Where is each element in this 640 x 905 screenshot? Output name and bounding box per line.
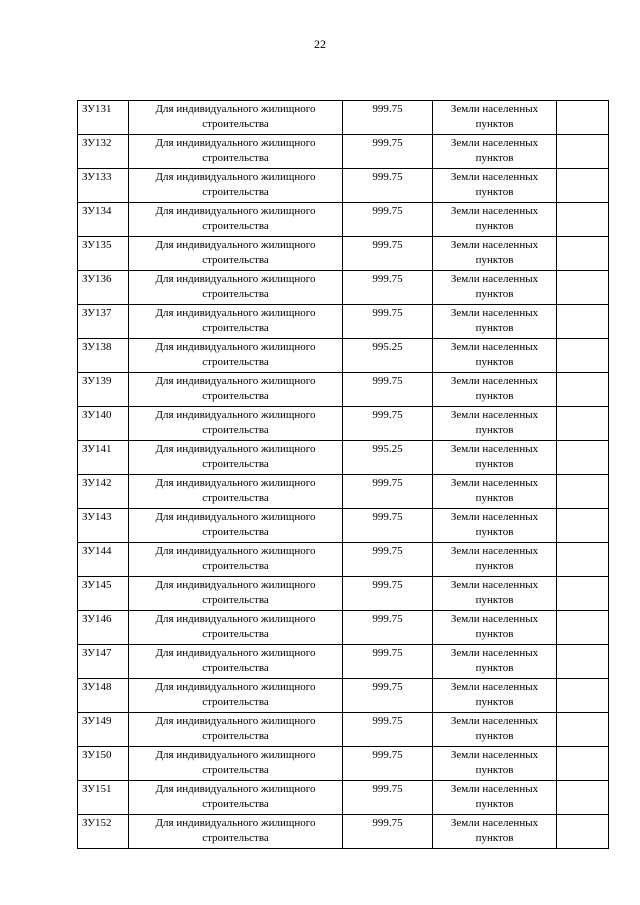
land-category-cell [433,169,557,203]
purpose-text-line2: строительства [202,186,269,198]
plot-id-cell [78,339,129,373]
purpose-cell [129,271,343,305]
area-cell [343,339,433,373]
category-text-line1: Земли населенных [450,579,539,591]
purpose-text-line1: Для индивидуального жилищного [155,681,316,693]
area-value: 999.75 [372,239,403,251]
area-cell [343,135,433,169]
plot-id: ЗУ139 [82,375,112,387]
plot-id-cell [78,305,129,339]
land-category-cell [433,781,557,815]
plot-id-cell [78,101,129,135]
area-cell [343,679,433,713]
purpose-cell [129,781,343,815]
plot-id: ЗУ151 [82,783,112,795]
empty-cell [557,577,609,611]
category-text-line2: пунктов [475,628,514,640]
plot-id: ЗУ131 [82,103,112,115]
area-value: 999.75 [372,171,403,183]
area-value: 999.75 [372,137,403,149]
category-text-line2: пунктов [475,764,514,776]
purpose-text-line2: строительства [202,492,269,504]
area-cell [343,373,433,407]
purpose-cell [129,577,343,611]
area-value: 999.75 [372,375,403,387]
area-cell [343,169,433,203]
category-text-line1: Земли населенных [450,103,539,115]
empty-cell [557,373,609,407]
category-text-line1: Земли населенных [450,817,539,829]
table-row [78,815,609,849]
table-row [78,475,609,509]
table-row [78,339,609,373]
category-text-line2: пунктов [475,662,514,674]
empty-cell [557,611,609,645]
area-value: 999.75 [372,749,403,761]
land-category-cell [433,305,557,339]
land-category-cell [433,543,557,577]
plot-id: ЗУ144 [82,545,112,557]
purpose-text-line1: Для индивидуального жилищного [155,749,316,761]
purpose-cell [129,611,343,645]
table-row [78,679,609,713]
purpose-text-line1: Для индивидуального жилищного [155,613,316,625]
plot-id: ЗУ133 [82,171,112,183]
area-value: 999.75 [372,273,403,285]
purpose-cell [129,441,343,475]
purpose-text-line2: строительства [202,764,269,776]
category-text-line2: пунктов [475,696,514,708]
area-cell [343,815,433,849]
plot-id-cell [78,509,129,543]
table-row [78,373,609,407]
purpose-text-line2: строительства [202,390,269,402]
purpose-text-line2: строительства [202,798,269,810]
table-row [78,135,609,169]
purpose-text-line1: Для индивидуального жилищного [155,647,316,659]
area-value: 999.75 [372,817,403,829]
purpose-cell [129,747,343,781]
purpose-text-line1: Для индивидуального жилищного [155,783,316,795]
purpose-text-line1: Для индивидуального жилищного [155,273,316,285]
table-row [78,203,609,237]
purpose-cell [129,373,343,407]
empty-cell [557,101,609,135]
category-text-line2: пунктов [475,322,514,334]
plot-id-cell [78,237,129,271]
area-cell [343,271,433,305]
empty-cell [557,407,609,441]
area-cell [343,509,433,543]
plot-id: ЗУ141 [82,443,112,455]
purpose-cell [129,339,343,373]
land-category-cell [433,747,557,781]
category-text-line1: Земли населенных [450,205,539,217]
purpose-cell [129,169,343,203]
purpose-text-line2: строительства [202,356,269,368]
plot-id: ЗУ147 [82,647,112,659]
area-cell [343,407,433,441]
empty-cell [557,441,609,475]
purpose-cell [129,305,343,339]
plot-id: ЗУ143 [82,511,112,523]
area-value: 999.75 [372,205,403,217]
table-row [78,407,609,441]
purpose-text-line1: Для индивидуального жилищного [155,239,316,251]
table-row [78,271,609,305]
purpose-text-line2: строительства [202,288,269,300]
land-category-cell [433,577,557,611]
plot-id-cell [78,169,129,203]
category-text-line2: пунктов [475,356,514,368]
purpose-text-line1: Для индивидуального жилищного [155,171,316,183]
land-category-cell [433,509,557,543]
purpose-text-line1: Для индивидуального жилищного [155,103,316,115]
table-row [78,645,609,679]
plot-id: ЗУ142 [82,477,112,489]
plot-id: ЗУ136 [82,273,112,285]
purpose-text-line1: Для индивидуального жилищного [155,409,316,421]
purpose-text-line2: строительства [202,832,269,844]
plot-id-cell [78,645,129,679]
plot-id: ЗУ132 [82,137,112,149]
table-row [78,305,609,339]
purpose-text-line1: Для индивидуального жилищного [155,443,316,455]
category-text-line1: Земли населенных [450,681,539,693]
empty-cell [557,135,609,169]
category-text-line1: Земли населенных [450,409,539,421]
category-text-line1: Земли населенных [450,137,539,149]
purpose-text-line2: строительства [202,560,269,572]
table-row [78,611,609,645]
table-row [78,543,609,577]
purpose-text-line2: строительства [202,696,269,708]
purpose-text-line1: Для индивидуального жилищного [155,307,316,319]
plot-id: ЗУ138 [82,341,112,353]
area-value: 999.75 [372,647,403,659]
land-category-cell [433,679,557,713]
land-category-cell [433,237,557,271]
purpose-text-line2: строительства [202,322,269,334]
category-text-line1: Земли населенных [450,171,539,183]
category-text-line2: пунктов [475,118,514,130]
empty-cell [557,475,609,509]
purpose-cell [129,679,343,713]
area-value: 995.25 [372,443,403,455]
area-cell [343,611,433,645]
category-text-line1: Земли населенных [450,307,539,319]
empty-cell [557,169,609,203]
empty-cell [557,645,609,679]
plot-id-cell [78,373,129,407]
land-category-cell [433,135,557,169]
land-category-cell [433,339,557,373]
empty-cell [557,679,609,713]
category-text-line2: пунктов [475,288,514,300]
area-cell [343,747,433,781]
category-text-line1: Земли населенных [450,613,539,625]
plot-id-cell [78,611,129,645]
plot-id-cell [78,475,129,509]
table-row [78,101,609,135]
empty-cell [557,203,609,237]
empty-cell [557,543,609,577]
land-category-cell [433,713,557,747]
area-value: 999.75 [372,409,403,421]
purpose-text-line1: Для индивидуального жилищного [155,137,316,149]
category-text-line1: Земли населенных [450,511,539,523]
area-value: 999.75 [372,681,403,693]
area-cell [343,237,433,271]
category-text-line1: Земли населенных [450,715,539,727]
plot-id-cell [78,271,129,305]
plot-id: ЗУ134 [82,205,112,217]
table-row [78,169,609,203]
category-text-line1: Земли населенных [450,239,539,251]
purpose-text-line2: строительства [202,424,269,436]
purpose-text-line1: Для индивидуального жилищного [155,375,316,387]
purpose-cell [129,101,343,135]
purpose-cell [129,237,343,271]
purpose-text-line2: строительства [202,628,269,640]
table-row [78,577,609,611]
category-text-line1: Земли населенных [450,443,539,455]
purpose-text-line2: строительства [202,254,269,266]
table-body [78,101,609,849]
category-text-line2: пунктов [475,526,514,538]
purpose-text-line2: строительства [202,526,269,538]
land-category-cell [433,645,557,679]
category-text-line1: Земли населенных [450,477,539,489]
area-value: 999.75 [372,545,403,557]
table-row [78,713,609,747]
plot-id: ЗУ145 [82,579,112,591]
plot-id-cell [78,781,129,815]
category-text-line1: Земли населенных [450,341,539,353]
area-cell [343,203,433,237]
category-text-line2: пунктов [475,730,514,742]
plot-id-cell [78,747,129,781]
plot-id-cell [78,713,129,747]
land-plots-table [77,100,609,849]
land-category-cell [433,441,557,475]
plot-id-cell [78,407,129,441]
category-text-line2: пунктов [475,186,514,198]
plot-id-cell [78,577,129,611]
purpose-text-line2: строительства [202,118,269,130]
purpose-text-line2: строительства [202,662,269,674]
category-text-line1: Земли населенных [450,783,539,795]
area-cell [343,101,433,135]
area-cell [343,781,433,815]
plot-id: ЗУ149 [82,715,112,727]
purpose-text-line1: Для индивидуального жилищного [155,817,316,829]
category-text-line1: Земли населенных [450,375,539,387]
category-text-line2: пунктов [475,458,514,470]
plot-id-cell [78,679,129,713]
purpose-text-line2: строительства [202,730,269,742]
purpose-text-line1: Для индивидуального жилищного [155,477,316,489]
table-row [78,237,609,271]
purpose-text-line2: строительства [202,220,269,232]
empty-cell [557,237,609,271]
empty-cell [557,339,609,373]
purpose-text-line2: строительства [202,152,269,164]
category-text-line2: пунктов [475,492,514,504]
land-category-cell [433,203,557,237]
land-category-cell [433,815,557,849]
area-value: 995.25 [372,341,403,353]
purpose-text-line1: Для индивидуального жилищного [155,579,316,591]
purpose-text-line2: строительства [202,594,269,606]
plot-id: ЗУ148 [82,681,112,693]
purpose-text-line1: Для индивидуального жилищного [155,341,316,353]
area-cell [343,713,433,747]
area-cell [343,475,433,509]
empty-cell [557,781,609,815]
empty-cell [557,509,609,543]
category-text-line2: пунктов [475,152,514,164]
empty-cell [557,713,609,747]
plot-id: ЗУ146 [82,613,112,625]
area-cell [343,543,433,577]
area-cell [343,577,433,611]
area-value: 999.75 [372,103,403,115]
category-text-line2: пунктов [475,254,514,266]
plot-id-cell [78,441,129,475]
table-row [78,509,609,543]
purpose-cell [129,645,343,679]
land-category-cell [433,271,557,305]
area-cell [343,305,433,339]
empty-cell [557,305,609,339]
purpose-text-line1: Для индивидуального жилищного [155,715,316,727]
purpose-cell [129,815,343,849]
empty-cell [557,815,609,849]
category-text-line2: пунктов [475,220,514,232]
purpose-text-line2: строительства [202,458,269,470]
area-value: 999.75 [372,613,403,625]
area-value: 999.75 [372,579,403,591]
land-category-cell [433,407,557,441]
area-value: 999.75 [372,477,403,489]
plot-id: ЗУ140 [82,409,112,421]
plot-id-cell [78,815,129,849]
category-text-line1: Земли населенных [450,545,539,557]
category-text-line1: Земли населенных [450,647,539,659]
category-text-line2: пунктов [475,390,514,402]
table-row [78,781,609,815]
plot-id: ЗУ150 [82,749,112,761]
area-value: 999.75 [372,783,403,795]
area-value: 999.75 [372,715,403,727]
plot-id-cell [78,135,129,169]
plot-id-cell [78,203,129,237]
purpose-cell [129,713,343,747]
purpose-cell [129,475,343,509]
category-text-line2: пунктов [475,832,514,844]
purpose-text-line1: Для индивидуального жилищного [155,545,316,557]
purpose-cell [129,543,343,577]
land-category-cell [433,101,557,135]
purpose-cell [129,407,343,441]
purpose-text-line1: Для индивидуального жилищного [155,205,316,217]
area-cell [343,645,433,679]
category-text-line2: пунктов [475,560,514,572]
purpose-cell [129,135,343,169]
plot-id-cell [78,543,129,577]
land-category-cell [433,611,557,645]
area-value: 999.75 [372,307,403,319]
plot-id: ЗУ135 [82,239,112,251]
page-number: 22 [314,37,326,51]
empty-cell [557,747,609,781]
area-value: 999.75 [372,511,403,523]
area-cell [343,441,433,475]
plot-id: ЗУ152 [82,817,112,829]
land-category-cell [433,475,557,509]
category-text-line2: пунктов [475,424,514,436]
category-text-line1: Земли населенных [450,273,539,285]
purpose-cell [129,203,343,237]
category-text-line1: Земли населенных [450,749,539,761]
land-category-cell [433,373,557,407]
plot-id: ЗУ137 [82,307,112,319]
category-text-line2: пунктов [475,594,514,606]
table-row [78,747,609,781]
table-row [78,441,609,475]
purpose-cell [129,509,343,543]
purpose-text-line1: Для индивидуального жилищного [155,511,316,523]
empty-cell [557,271,609,305]
category-text-line2: пунктов [475,798,514,810]
